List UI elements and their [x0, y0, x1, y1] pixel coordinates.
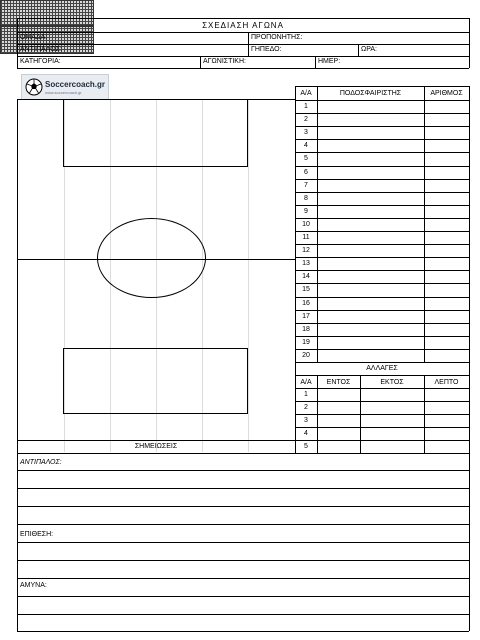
player-row-number: 13 [302, 260, 310, 268]
sub-row-line [295, 427, 469, 428]
note-line[interactable] [17, 614, 469, 615]
player-row-line [295, 244, 469, 245]
player-row-line [295, 257, 469, 258]
player-row-number: 14 [302, 273, 310, 281]
top-penalty-box [63, 99, 248, 167]
subs-col-in: ΕΝΤΟΣ [326, 379, 351, 386]
player-row-line [295, 218, 469, 219]
player-row-number: 12 [302, 247, 310, 255]
header-divider-time [358, 44, 359, 56]
player-row-line [295, 323, 469, 324]
sub-row-number: 3 [304, 417, 308, 424]
notes-caption-line [17, 440, 295, 441]
season-label: ΑΓΩΝΙΣΤΙΚΗ: [203, 58, 246, 65]
player-row-number: 11 [302, 234, 310, 241]
notes-attack-label: ΕΠΙΘΕΣΗ: [20, 531, 54, 538]
player-row-line [295, 205, 469, 206]
player-row-line [295, 231, 469, 232]
player-row-line [295, 166, 469, 167]
soccer-ball-icon [25, 78, 43, 96]
team-label: ΟΜΑΔΑ: [20, 34, 48, 41]
players-header-line [295, 100, 469, 101]
player-row-number: 3 [304, 129, 308, 137]
subs-col-minute: ΛΕΠΤΟ [434, 379, 459, 386]
center-circle [97, 218, 206, 298]
players-col-divider-1 [317, 86, 318, 362]
header-divider-coach [248, 32, 249, 44]
notes-right-border [469, 453, 470, 631]
players-col-aa: Α/Α [300, 90, 312, 97]
player-row-line [295, 283, 469, 284]
players-col-number: ΑΡΙΘΜΟΣ [430, 90, 463, 97]
field-label: ΓΗΠΕΔΟ: [251, 46, 282, 53]
player-row-line [295, 139, 469, 140]
player-row-line [295, 336, 469, 337]
notes-defense-label: ΑΜΥΝΑ: [20, 582, 47, 589]
subs-title: ΑΛΛΑΓΕΣ [366, 365, 398, 372]
player-row-line [295, 349, 469, 350]
note-line[interactable] [17, 524, 469, 525]
note-line[interactable] [17, 470, 469, 471]
notes-top-border [17, 453, 469, 454]
player-row-number: 5 [304, 155, 308, 163]
player-row-line [295, 113, 469, 114]
logo-tagline: www.soccercoach.gr [45, 90, 82, 95]
header-bottom-border [17, 68, 469, 69]
sub-row-number: 2 [304, 404, 308, 411]
player-row-line [295, 297, 469, 298]
header-row-line-1 [17, 32, 469, 33]
sub-row-number: 5 [304, 443, 308, 450]
sheet-title: ΣΧΕΔΙΑΣΗ ΑΓΩΝΑ [202, 21, 284, 30]
category-label: ΚΑΤΗΓΟΡΙΑ: [20, 58, 61, 65]
player-row-line [295, 270, 469, 271]
subs-col-aa: Α/Α [300, 379, 312, 386]
note-line[interactable] [17, 488, 469, 489]
notes-opponent-label: ΑΝΤΙΠΑΛΟΣ: [20, 459, 62, 466]
player-row-number: 10 [302, 220, 310, 228]
time-label: ΩΡΑ: [361, 46, 377, 53]
header-top-border [17, 18, 469, 19]
subs-table-top [295, 362, 469, 363]
player-row-line [295, 179, 469, 180]
player-row-number: 4 [304, 142, 308, 150]
opponent-label: ΑΝΤΙΠΑΛΟΣ: [20, 46, 62, 53]
brand-logo [21, 74, 109, 100]
player-row-number: 9 [304, 207, 308, 215]
player-row-number: 8 [304, 194, 308, 202]
player-row-number: 16 [302, 299, 310, 307]
players-col-divider-2 [424, 86, 425, 362]
players-table-top [295, 86, 469, 87]
note-line[interactable] [17, 560, 469, 561]
player-row-number: 19 [302, 338, 310, 346]
subs-title-line [295, 375, 469, 376]
date-label: ΗΜΕΡ: [318, 58, 341, 65]
pitch-grid-line [248, 99, 249, 452]
player-row-number: 1 [304, 103, 308, 110]
sub-row-number: 1 [304, 391, 308, 398]
sub-row-number: 4 [304, 430, 308, 437]
coach-label: ΠΡΟΠΟΝΗΤΗΣ: [251, 34, 303, 41]
notes-caption: ΣΗΜΕΙΩΣΕΙΣ [134, 443, 178, 450]
note-line[interactable] [17, 506, 469, 507]
player-row-line [295, 310, 469, 311]
player-row-line [295, 126, 469, 127]
header-divider-field [248, 44, 249, 56]
player-row-number: 17 [302, 312, 310, 320]
pitch-left-line [17, 99, 18, 453]
player-row-number: 18 [302, 325, 310, 333]
sub-row-line [295, 414, 469, 415]
player-row-line [295, 152, 469, 153]
player-row-number: 2 [304, 116, 308, 124]
sub-row-line [295, 401, 469, 402]
note-line[interactable] [17, 542, 469, 543]
sub-row-line [295, 440, 469, 441]
header-divider-date [315, 56, 316, 68]
players-table-right [469, 86, 470, 453]
player-row-line [295, 192, 469, 193]
logo-brand-text: Soccercoach.gr [45, 80, 106, 89]
bottom-penalty-box [63, 348, 248, 414]
subs-col-out: ΕΚΤΟΣ [380, 379, 404, 386]
note-line[interactable] [17, 578, 469, 579]
note-line[interactable] [17, 631, 469, 632]
header-row-line-2 [17, 44, 469, 45]
players-col-player: ΠΟΔΟΣΦΑΙΡΙΣΤΗΣ [339, 90, 402, 97]
subs-header-line [295, 388, 469, 389]
header-divider-season [200, 56, 201, 68]
player-row-number: 15 [302, 286, 310, 294]
header-right-border [469, 18, 470, 68]
player-row-number: 20 [302, 351, 310, 359]
player-row-number: 6 [304, 168, 308, 176]
note-line[interactable] [17, 596, 469, 597]
player-row-number: 7 [304, 181, 308, 189]
